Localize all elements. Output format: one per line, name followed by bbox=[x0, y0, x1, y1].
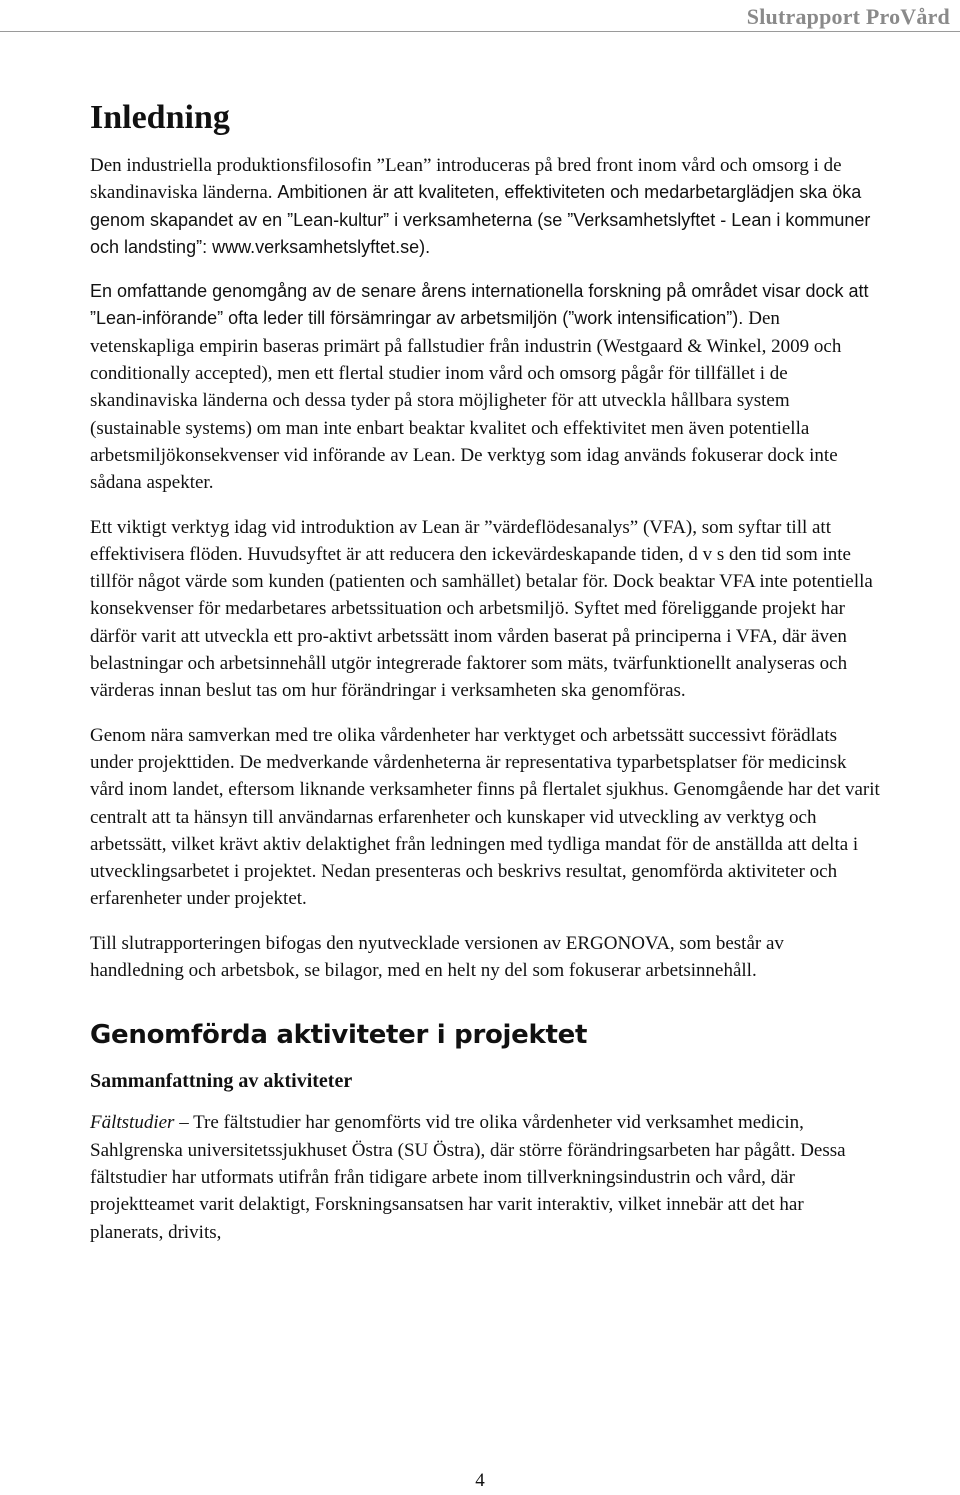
field-studies-text: – Tre fältstudier har genomförts vid tre olika vårdenheter vid verksamhet medicin, Sahlgrenska universitetssjukhuset Östra (SU Östra), där större förändringsarbeten har pågått. Dessa fältstudier har utformats utifrån från tidigare arbete inom tillverkningsindustrin och vård, där projektteamet varit delaktigt, Forskningsansatsen har varit interaktiv, vilket innebär att det har planerats, drivits, bbox=[90, 1112, 846, 1243]
page-number: 4 bbox=[475, 1470, 485, 1491]
section-heading-inledning: Inledning bbox=[90, 99, 230, 136]
document-body bbox=[90, 96, 880, 1246]
header-divider bbox=[0, 31, 960, 32]
research-sentence-2: Den vetenskapliga empirin baseras primärt på fallstudier från industrin (Westgaard & Winkel, 2009 och conditionally accepted), men ett flertal studier inom vård och omsorg pågår för tillfället i de skandinaviska länderna och dessa tyder på stora möjligheter för att utveckla hållbara system (sustainable systems) om man inte enbart beaktar kvalitet och effektivitet men även potentiella arbetsmiljökonsekvenser vid införande av Lean. De verktyg som idag används fokuserar dock inte sådana aspekter. bbox=[90, 308, 842, 494]
page-header bbox=[0, 0, 960, 31]
intro-paragraph bbox=[90, 152, 880, 261]
collaboration-paragraph: Genom nära samverkan med tre olika vårdenheter har verktyget och arbetssätt successivt förädlats under projekttiden. De medverkande vårdenheterna är representativa typarbetsplatser för medicinsk vård inom landet, eftersom liknande verksamheter finns på flertalet sjukhus. Genomgående har det varit centralt att ta hänsyn till användarnas erfarenheter och kunskaper vid utveckling av verktyg och arbetssätt, vilket krävt aktiv delaktighet från ledningen med tydliga mandat för de anställda att delta i utvecklingsarbetet i projektet. Nedan presenteras och beskrivs resultat, genomförda aktiviteter och erfarenheter under projektet. bbox=[90, 724, 880, 910]
header-title: Slutrapport ProVård bbox=[746, 4, 950, 29]
subheading-summary: Sammanfattning av aktiviteter bbox=[90, 1070, 353, 1093]
research-sentence-1: En omfattande genomgång av de senare årens internationella forskning på området visar dock att ”Lean-införande” ofta leder till försämringar av arbetsmiljön (”work intensification”). bbox=[90, 281, 869, 329]
intro-sentence-2: Ambitionen är att kvaliteten, effektiviteten och medarbetarglädjen ska öka genom skapandet av en ”Lean-kultur” i verksamheterna (se ”Verksamhetslyftet - Lean i kommuner och landsting”: www.verksamhetslyftet.se). bbox=[90, 182, 871, 257]
vfa-paragraph: Ett viktigt verktyg idag vid introduktion av Lean är ”värdeflödesanalys” (VFA), som syftar till att effektivisera flöden. Huvudsyftet är att reducera den ickevärdeskapande tiden, d v s den tid som inte tillför något värde som kunden (patienten och samhället) betalar för. Dock beaktar VFA inte potentiella konsekvenser för medarbetares arbetssituation och arbetsmiljö. Syftet med föreliggande projekt har därför varit att utveckla ett pro-aktivt arbetssätt inom vården baserat på principerna i VFA, där även belastningar och arbetsinnehåll utgör integrerade faktorer som mäts, tvärfunktionellt analyseras och värderas innan beslut tas om hur förändringar i verksamheten ska genomföras. bbox=[90, 516, 873, 702]
field-studies-paragraph bbox=[90, 1109, 880, 1245]
section-heading-activities: Genomförda aktiviteter i projektet bbox=[90, 1020, 588, 1051]
research-paragraph bbox=[90, 278, 880, 496]
intro-sentence-1: Den industriella produktionsfilosofin ”Lean” introduceras på bred front inom vård och omsorg i de skandinaviska länderna. bbox=[90, 155, 842, 204]
attachment-paragraph: Till slutrapporteringen bifogas den nyutvecklade versionen av ERGONOVA, som består av handledning och arbetsbok, se bilagor, med en helt ny del som fokuserar arbetsinnehåll. bbox=[90, 932, 784, 982]
field-studies-term: Fältstudier bbox=[90, 1112, 175, 1134]
